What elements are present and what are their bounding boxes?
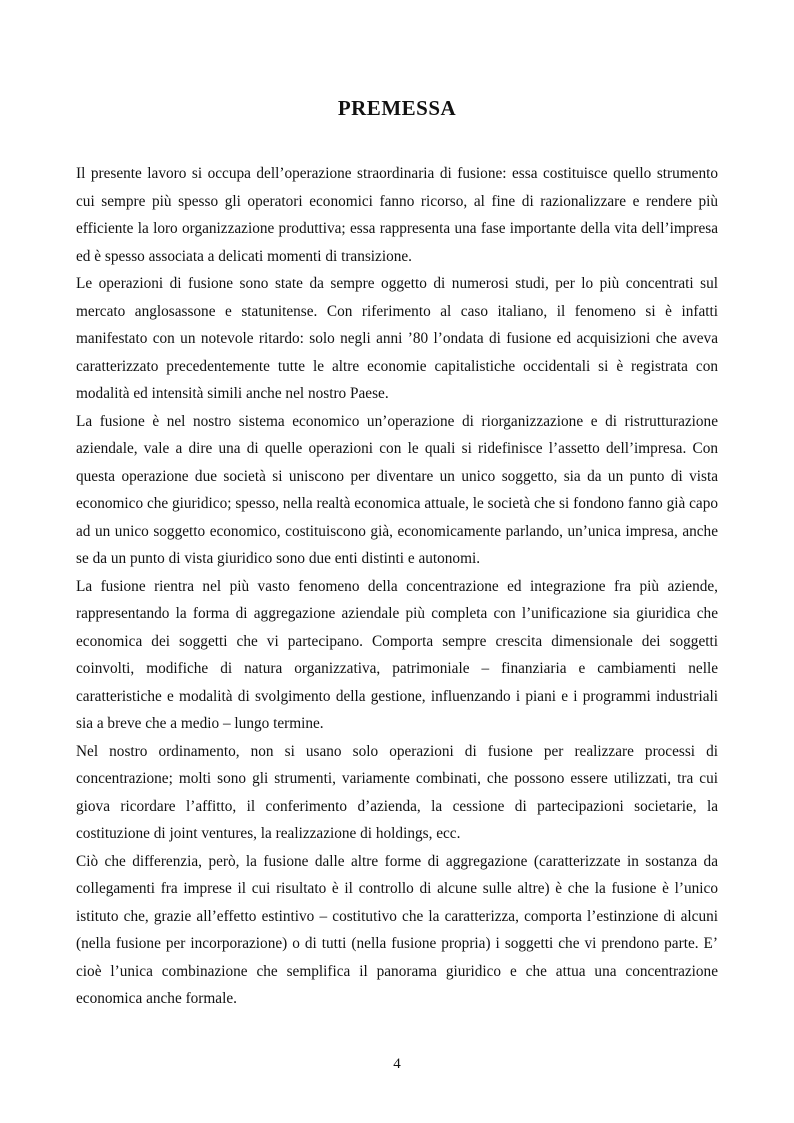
paragraph: Le operazioni di fusione sono state da sempre oggetto di numerosi studi, per lo più concentrati sul mercato anglosassone e statunitense. Con riferimento al caso italiano, il fenomeno si è infatti manifestato con un notevole ritardo: solo negli anni ’80 l’ondata di fusione ed acquisizioni che aveva caratterizzato precedentemente tutte le altre economie capitalistiche occidentali si è registrata con modalità ed intensità simili anche nel nostro Paese.: [76, 275, 718, 402]
paragraph: Nel nostro ordinamento, non si usano solo operazioni di fusione per realizzare processi di concentrazione; molti sono gli strumenti, variamente combinati, che possono essere utilizzati, tra cui giova ricordare l’affitto, il conferimento d’azienda, la cessione di partecipazioni societarie, la costituzione di joint ventures, la realizzazione di holdings, ecc.: [76, 742, 718, 842]
page-title: PREMESSA: [337, 96, 457, 120]
paragraph: Ciò che differenzia, però, la fusione dalle altre forme di aggregazione (caratterizzate in sostanza da collegamenti fra imprese il cui risultato è il controllo di alcune sulle altre) è che la fusione è l’unico istituto che, grazie all’effetto estintivo – costitutivo che la caratterizza, comporta l’estinzione di alcuni (nella fusione per incorporazione) o di tutti (nella fusione propria) i soggetti che vi prendono parte. E’ cioè l’unica combinazione che semplifica il panorama giuridico e che attua una concentrazione economica anche formale.: [76, 852, 718, 1007]
paragraph: La fusione è nel nostro sistema economico un’operazione di riorganizzazione e di ristrutturazione aziendale, vale a dire una di quelle operazioni con le quali si ridefinisce l’assetto dell’impresa. Con questa operazione due società si uniscono per diventare un unico soggetto, sia da un punto di vista economico che giuridico; spesso, nella realtà economica attuale, le società che si fondono fanno già capo ad un unico soggetto economico, costituiscono già, economicamente parlando, un’unica impresa, anche se da un punto di vista giuridico sono due enti distinti e autonomi.: [76, 412, 718, 567]
page-number: 4: [393, 1056, 401, 1072]
body-text: [76, 160, 718, 1013]
paragraph: La fusione rientra nel più vasto fenomeno della concentrazione ed integrazione fra più aziende, rappresentando la forma di aggregazione aziendale più completa con l’unificazione sia giuridica che economica dei soggetti che vi partecipano. Comporta sempre crescita dimensionale dei soggetti coinvolti, modifiche di natura organizzativa, patrimoniale – finanziaria e cambiamenti nelle caratteristiche e modalità di svolgimento della gestione, influenzando i piani e i programmi industriali sia a breve che a medio – lungo termine.: [76, 577, 718, 732]
paragraph: Il presente lavoro si occupa dell’operazione straordinaria di fusione: essa costituisce quello strumento cui sempre più spesso gli operatori economici fanno ricorso, al fine di razionalizzare e rendere più efficiente la loro organizzazione produttiva; essa rappresenta una fase importante della vita dell’impresa ed è spesso associata a delicati momenti di transizione.: [76, 165, 718, 265]
